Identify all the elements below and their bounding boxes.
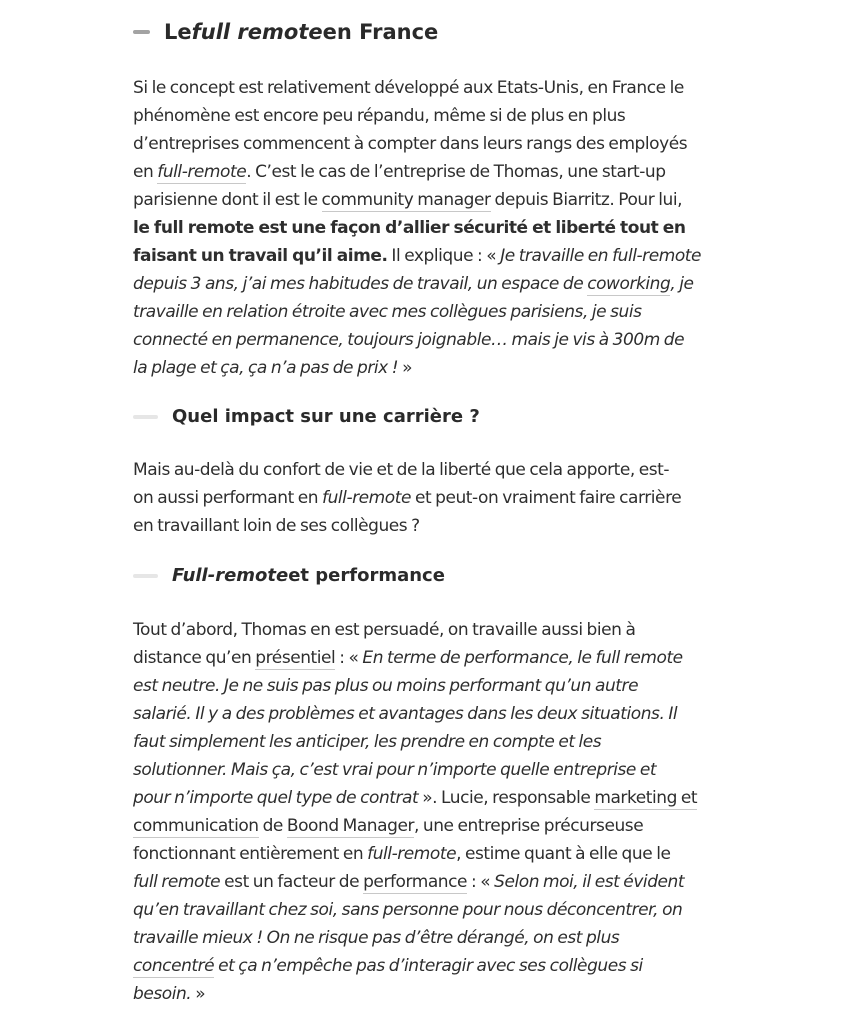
text-line: besoin. » (133, 984, 206, 1004)
text-line: Tout d’abord, Thomas en est persuadé, on travaille aussi bien à (133, 620, 636, 640)
text-line: d’entreprises commencent à compter dans leurs rangs des employés (133, 134, 688, 154)
text-line: pour n’importe quel type de contrat ». Lucie, responsable marketing et (133, 788, 698, 808)
section-heading-full-remote-france (133, 20, 438, 44)
paragraph-france (133, 74, 753, 382)
heading-text-suffix: et performance (288, 565, 445, 586)
text-line: depuis 3 ans, j’ai mes habitudes de travail, un espace de coworking, je (133, 274, 694, 294)
link-full-remote[interactable]: full-remote (157, 162, 247, 182)
heading-text-prefix: Le (164, 20, 192, 44)
section-heading-impact-carriere (133, 406, 480, 427)
link-marketing-communication-cont[interactable]: communication (133, 816, 259, 836)
text-line: travaille mieux ! On ne risque pas d’être dérangé, on est plus (133, 928, 620, 948)
text-line: full remote est un facteur de performance : « Selon moi, il est évident (133, 872, 685, 892)
heading-text-emphasis: full remote (191, 20, 323, 44)
text-line: salarié. Il y a des problèmes et avantages dans les deux situations. Il (133, 704, 678, 724)
heading-dash (133, 30, 150, 34)
text-line: concentré et ça n’empêche pas d’interagir avec ses collègues si (133, 956, 643, 976)
text-line: solutionner. Mais ça, c’est vrai pour n’importe quelle entreprise et (133, 760, 657, 780)
text-line: est neutre. Je ne suis pas plus ou moins performant qu’un autre (133, 676, 639, 696)
heading-dash (133, 415, 158, 419)
link-presentiel[interactable]: présentiel (255, 648, 336, 668)
text-line: faut simplement les anticiper, les prendre en compte et les (133, 732, 602, 752)
text-line: connecté en permanence, toujours joignable… mais je vis à 300m de (133, 330, 685, 350)
text-line: Si le concept est relativement développé aux Etats-Unis, en France le (133, 78, 684, 98)
text-line: travaille en relation étroite avec mes collègues parisiens, je suis (133, 302, 642, 322)
link-marketing-communication[interactable]: marketing et (594, 788, 698, 808)
link-coworking[interactable]: coworking (587, 274, 671, 294)
text-line: le full remote est une façon d’allier sécurité et liberté tout en (133, 218, 686, 238)
text-line: distance qu’en présentiel : « En terme de performance, le full remote (133, 648, 683, 668)
heading-text-emphasis: Full-remote (172, 565, 289, 586)
heading-text-suffix: en France (322, 20, 439, 44)
text-line: communication de Boond Manager, une entreprise précurseuse (133, 816, 644, 836)
text-line: fonctionnant entièrement en full-remote, estime quant à elle que le (133, 844, 671, 864)
text-line: Mais au-delà du confort de vie et de la liberté que cela apporte, est- (133, 460, 670, 480)
link-community-manager[interactable]: community manager (321, 190, 491, 210)
text-line: en full-remote. C’est le cas de l’entreprise de Thomas, une start-up (133, 162, 666, 182)
heading-dash (133, 574, 158, 578)
text-line: qu’en travaillant chez soi, sans personne pour nous déconcentrer, on (133, 900, 683, 920)
text-line: en travaillant loin de ses collègues ? (133, 516, 420, 536)
link-performance[interactable]: performance (363, 872, 468, 892)
paragraph-impact (133, 456, 753, 540)
heading-text: Quel impact sur une carrière ? (172, 406, 480, 427)
text-line: la plage et ça, ça n’a pas de prix ! » (133, 358, 413, 378)
text-line: phénomène est encore peu répandu, même si de plus en plus (133, 106, 626, 126)
text-line: parisienne dont il est le community manager depuis Biarritz. Pour lui, (133, 190, 683, 210)
link-boond-manager[interactable]: Boond Manager (286, 816, 414, 836)
link-concentre[interactable]: concentré (133, 956, 215, 976)
paragraph-performance (133, 616, 753, 1008)
text-line: faisant un travail qu’il aime. Il explique : « Je travaille en full-remote (133, 246, 702, 266)
text-line: on aussi performant en full-remote et peut-on vraiment faire carrière (133, 488, 682, 508)
section-heading-full-remote-performance (133, 565, 445, 586)
